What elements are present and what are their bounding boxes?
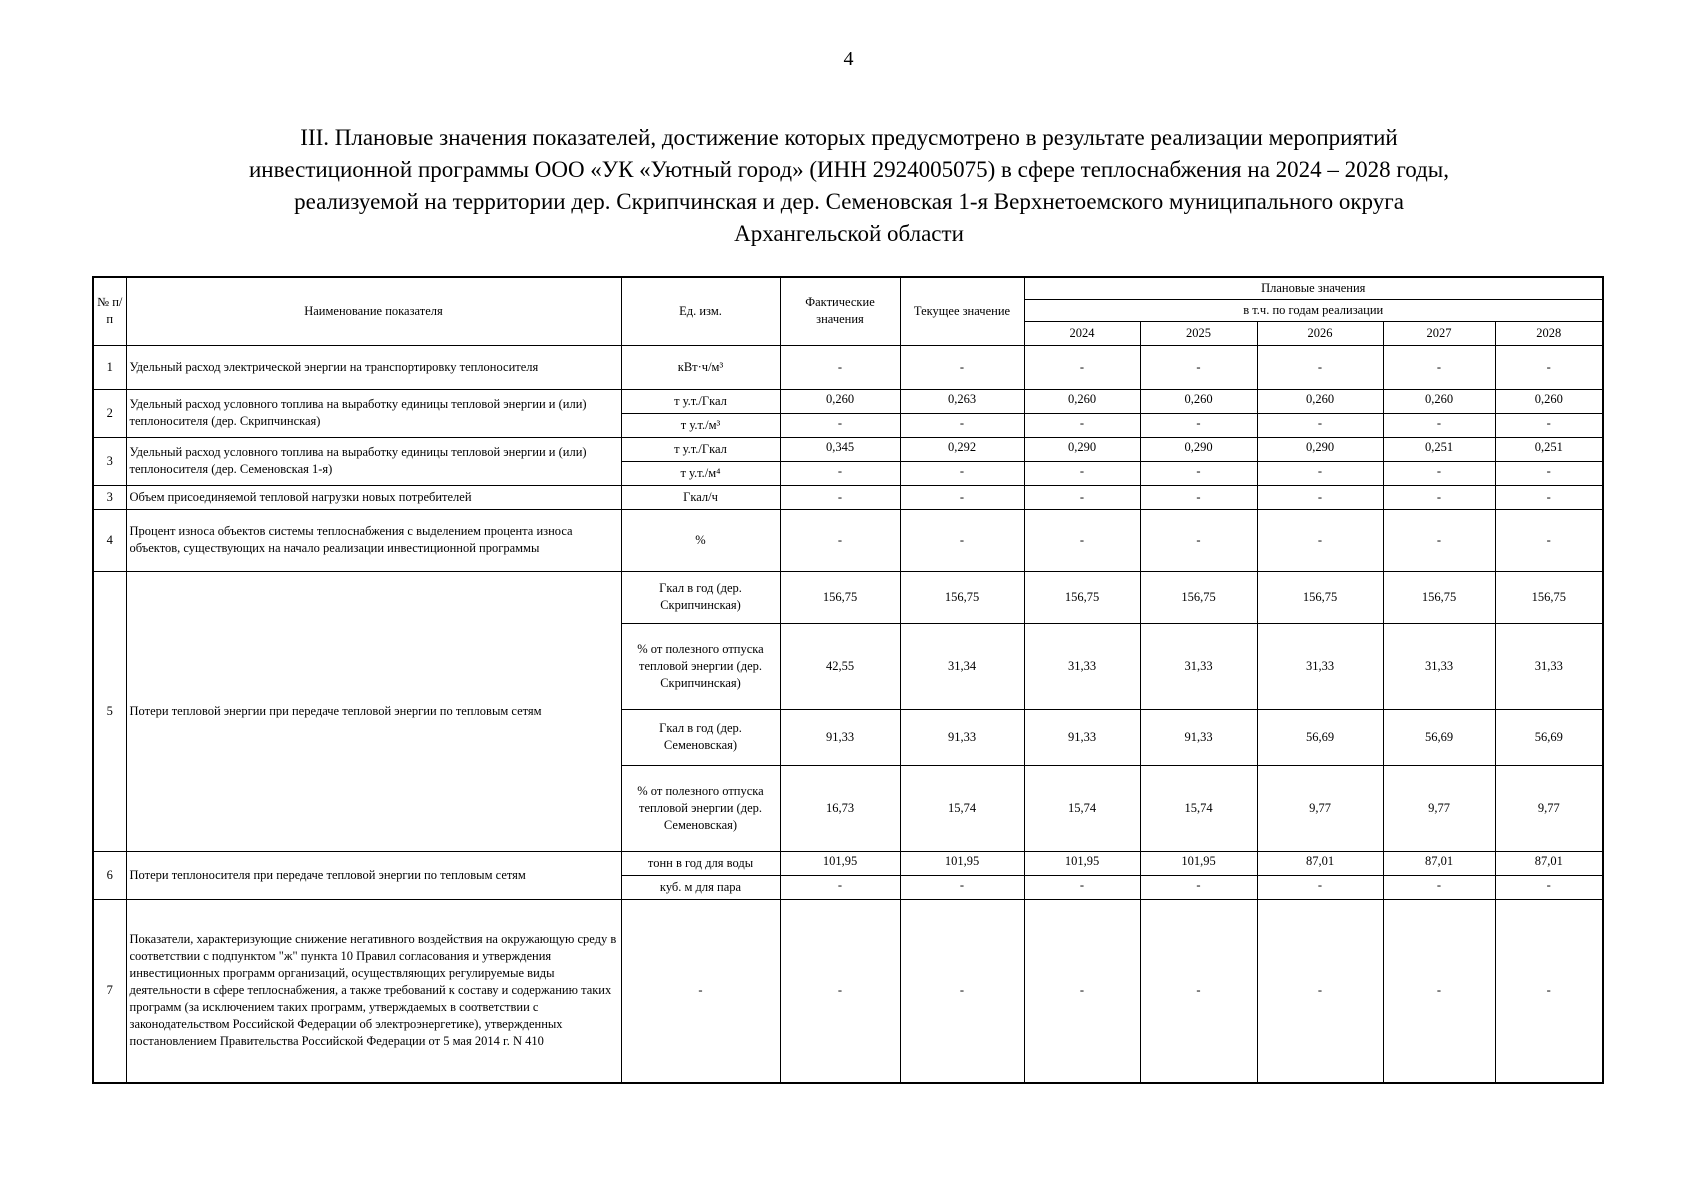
header-year: 2024 — [1024, 321, 1140, 345]
value-cell: - — [1024, 461, 1140, 485]
value-cell: 156,75 — [780, 571, 900, 623]
value-cell: 9,77 — [1495, 765, 1603, 851]
value-cell: - — [1495, 509, 1603, 571]
value-cell: - — [1140, 485, 1257, 509]
value-cell: 0,263 — [900, 389, 1024, 413]
unit-cell: % от полезного отпуска тепловой энергии (дер. Скрипчинская) — [621, 623, 780, 709]
value-cell: 0,290 — [1024, 437, 1140, 461]
table-row — [93, 485, 1603, 509]
row-number: 3 — [93, 437, 126, 485]
table-row — [93, 509, 1603, 571]
value-cell: - — [780, 461, 900, 485]
row-number: 7 — [93, 899, 126, 1083]
value-cell: - — [780, 899, 900, 1083]
value-cell: - — [1257, 485, 1383, 509]
table-row — [93, 851, 1603, 875]
value-cell: 9,77 — [1257, 765, 1383, 851]
indicator-name: Удельный расход электрической энергии на транспортировку теплоносителя — [126, 345, 621, 389]
value-cell: - — [1257, 461, 1383, 485]
row-number: 3 — [93, 485, 126, 509]
value-cell: - — [1140, 461, 1257, 485]
value-cell: - — [1140, 413, 1257, 437]
document-title — [140, 122, 1558, 250]
value-cell: - — [1383, 899, 1495, 1083]
value-cell: 0,260 — [1140, 389, 1257, 413]
row-number: 4 — [93, 509, 126, 571]
unit-cell: Гкал в год (дер. Семеновская) — [621, 709, 780, 765]
header-planned: Плановые значения — [1024, 277, 1603, 299]
value-cell: - — [1140, 345, 1257, 389]
value-cell: 101,95 — [900, 851, 1024, 875]
title-line: инвестиционной программы ООО «УК «Уютный город» (ИНН 2924005075) в сфере теплоснабжения на 2024 – 2028 годы, — [248, 157, 1450, 182]
title-line: Архангельской области — [734, 221, 964, 246]
header-year: 2027 — [1383, 321, 1495, 345]
value-cell: - — [1024, 345, 1140, 389]
header-name: Наименование показателя — [126, 277, 621, 345]
unit-cell: Гкал/ч — [621, 485, 780, 509]
value-cell: - — [1383, 413, 1495, 437]
value-cell: 156,75 — [1383, 571, 1495, 623]
value-cell: 0,260 — [780, 389, 900, 413]
value-cell: 31,33 — [1024, 623, 1140, 709]
title-line: III. Плановые значения показателей, достижение которых предусмотрено в результате реализации мероприятий — [300, 125, 1398, 150]
header-year: 2026 — [1257, 321, 1383, 345]
value-cell: - — [1495, 413, 1603, 437]
value-cell: 31,34 — [900, 623, 1024, 709]
value-cell: - — [1495, 461, 1603, 485]
indicator-name: Потери теплоносителя при передаче тепловой энергии по тепловым сетям — [126, 851, 621, 899]
value-cell: 101,95 — [1140, 851, 1257, 875]
value-cell: 0,260 — [1024, 389, 1140, 413]
indicator-name: Удельный расход условного топлива на выработку единицы тепловой энергии и (или) теплоносителя (дер. Семеновская 1-я) — [126, 437, 621, 485]
value-cell: 15,74 — [900, 765, 1024, 851]
value-cell: 56,69 — [1257, 709, 1383, 765]
value-cell: 0,251 — [1495, 437, 1603, 461]
header-year: 2028 — [1495, 321, 1603, 345]
value-cell: 156,75 — [1024, 571, 1140, 623]
value-cell: 156,75 — [1140, 571, 1257, 623]
value-cell: - — [900, 509, 1024, 571]
value-cell: 0,292 — [900, 437, 1024, 461]
value-cell: - — [1024, 413, 1140, 437]
value-cell: 156,75 — [900, 571, 1024, 623]
table-row — [93, 345, 1603, 389]
row-number: 1 — [93, 345, 126, 389]
value-cell: 87,01 — [1257, 851, 1383, 875]
page-number: 4 — [843, 48, 854, 70]
unit-cell: т у.т./Гкал — [621, 389, 780, 413]
value-cell: 9,77 — [1383, 765, 1495, 851]
value-cell: - — [1383, 345, 1495, 389]
title-line: реализуемой на территории дер. Скрипчинская и дер. Семеновская 1-я Верхнетоемского муниципального округа — [294, 189, 1404, 214]
value-cell: - — [1140, 875, 1257, 899]
value-cell: 0,290 — [1140, 437, 1257, 461]
table-row — [93, 437, 1603, 461]
value-cell: - — [1257, 413, 1383, 437]
value-cell: 0,290 — [1257, 437, 1383, 461]
value-cell: - — [1495, 485, 1603, 509]
value-cell: 56,69 — [1383, 709, 1495, 765]
value-cell: 15,74 — [1024, 765, 1140, 851]
value-cell: 0,345 — [780, 437, 900, 461]
value-cell: - — [1383, 509, 1495, 571]
table-row — [93, 899, 1603, 1083]
value-cell: - — [1140, 899, 1257, 1083]
indicators-table — [92, 276, 1604, 1084]
header-by-years: в т.ч. по годам реализации — [1024, 299, 1603, 321]
value-cell: - — [1495, 899, 1603, 1083]
value-cell: - — [780, 509, 900, 571]
indicator-name: Показатели, характеризующие снижение негативного воздействия на окружающую среду в соответствии с подпунктом "ж" пункта 10 Правил согласования и утверждения инвестиционных программ организаций, осуществляющих регулируемые виды деятельности в сфере теплоснабжения, а также требований к составу и содержанию таких программ (за исключением таких программ, утверждаемых в соответствии с законодательством Российской Федерации об электроэнергетике), утвержденных постановлением Правительства Российской Федерации от 5 мая 2014 г. N 410 — [126, 899, 621, 1083]
value-cell: 31,33 — [1383, 623, 1495, 709]
indicator-name: Процент износа объектов системы теплоснабжения с выделением процента износа объектов, существующих на начало реализации инвестиционной программы — [126, 509, 621, 571]
value-cell: - — [1257, 509, 1383, 571]
value-cell: 101,95 — [780, 851, 900, 875]
value-cell: - — [1495, 875, 1603, 899]
value-cell: 16,73 — [780, 765, 900, 851]
table-row — [93, 571, 1603, 623]
value-cell: - — [900, 899, 1024, 1083]
unit-cell: тонн в год для воды — [621, 851, 780, 875]
value-cell: - — [780, 413, 900, 437]
value-cell: 91,33 — [1140, 709, 1257, 765]
indicator-name: Удельный расход условного топлива на выработку единицы тепловой энергии и (или) теплоносителя (дер. Скрипчинская) — [126, 389, 621, 437]
value-cell: - — [1383, 875, 1495, 899]
header-current: Текущее значение — [900, 277, 1024, 345]
value-cell: 0,260 — [1383, 389, 1495, 413]
value-cell: 31,33 — [1140, 623, 1257, 709]
value-cell: 0,251 — [1383, 437, 1495, 461]
header-unit: Ед. изм. — [621, 277, 780, 345]
value-cell: - — [1140, 509, 1257, 571]
value-cell: - — [1383, 461, 1495, 485]
value-cell: 87,01 — [1495, 851, 1603, 875]
row-number: 6 — [93, 851, 126, 899]
value-cell: - — [900, 461, 1024, 485]
value-cell: 87,01 — [1383, 851, 1495, 875]
value-cell: - — [1257, 345, 1383, 389]
value-cell: - — [900, 345, 1024, 389]
value-cell: - — [780, 485, 900, 509]
unit-cell: Гкал в год (дер. Скрипчинская) — [621, 571, 780, 623]
value-cell: - — [900, 485, 1024, 509]
value-cell: - — [1257, 875, 1383, 899]
unit-cell: % от полезного отпуска тепловой энергии (дер. Семеновская) — [621, 765, 780, 851]
value-cell: 91,33 — [900, 709, 1024, 765]
value-cell: 42,55 — [780, 623, 900, 709]
unit-cell: куб. м для пара — [621, 875, 780, 899]
value-cell: - — [1024, 899, 1140, 1083]
value-cell: - — [780, 875, 900, 899]
unit-cell: т у.т./м³ — [621, 413, 780, 437]
value-cell: 15,74 — [1140, 765, 1257, 851]
value-cell: 0,260 — [1257, 389, 1383, 413]
row-number: 2 — [93, 389, 126, 437]
value-cell: - — [1495, 345, 1603, 389]
value-cell: 31,33 — [1495, 623, 1603, 709]
header-num: № п/п — [93, 277, 126, 345]
indicator-name: Объем присоединяемой тепловой нагрузки новых потребителей — [126, 485, 621, 509]
row-number: 5 — [93, 571, 126, 851]
value-cell: - — [1024, 509, 1140, 571]
unit-cell: кВт·ч/м³ — [621, 345, 780, 389]
value-cell: 101,95 — [1024, 851, 1140, 875]
unit-cell: % — [621, 509, 780, 571]
value-cell: 91,33 — [780, 709, 900, 765]
value-cell: 31,33 — [1257, 623, 1383, 709]
value-cell: - — [1257, 899, 1383, 1083]
value-cell: - — [780, 345, 900, 389]
value-cell: - — [1024, 875, 1140, 899]
indicator-name: Потери тепловой энергии при передаче тепловой энергии по тепловым сетям — [126, 571, 621, 851]
value-cell: 0,260 — [1495, 389, 1603, 413]
value-cell: - — [1383, 485, 1495, 509]
value-cell: 156,75 — [1495, 571, 1603, 623]
unit-cell: т у.т./м⁴ — [621, 461, 780, 485]
unit-cell: т у.т./Гкал — [621, 437, 780, 461]
value-cell: - — [900, 875, 1024, 899]
header-actual: Фактические значения — [780, 277, 900, 345]
header-year: 2025 — [1140, 321, 1257, 345]
value-cell: - — [900, 413, 1024, 437]
unit-cell: - — [621, 899, 780, 1083]
value-cell: 156,75 — [1257, 571, 1383, 623]
value-cell: 91,33 — [1024, 709, 1140, 765]
table-row — [93, 389, 1603, 413]
value-cell: 56,69 — [1495, 709, 1603, 765]
value-cell: - — [1024, 485, 1140, 509]
